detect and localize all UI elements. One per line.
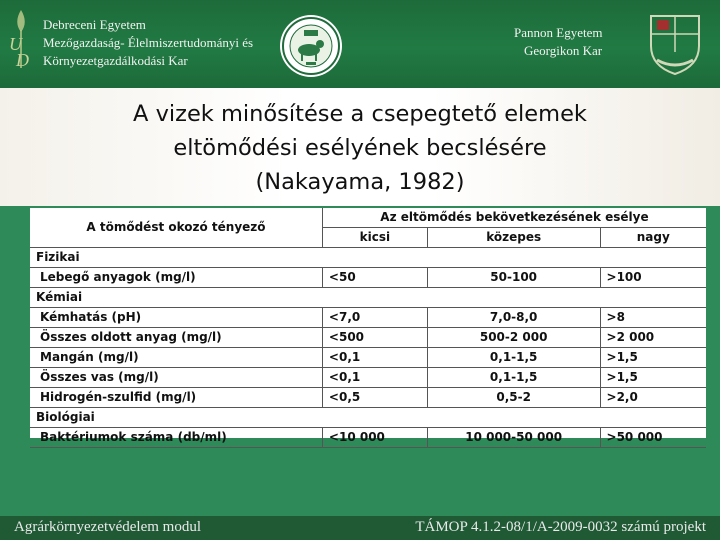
- footer-project-id: TÁMOP 4.1.2-08/1/A-2009-0032 számú projekt: [415, 519, 706, 535]
- left-university-name: [43, 16, 253, 70]
- level-header: közepes: [427, 228, 600, 248]
- low-cell: <500: [322, 328, 427, 348]
- section-heading: Biológiai: [30, 408, 706, 428]
- high-cell: >1,5: [600, 368, 706, 388]
- medium-cell: 7,0-8,0: [427, 308, 600, 328]
- factor-cell: Mangán (mg/l): [30, 348, 322, 368]
- low-cell: <0,1: [322, 348, 427, 368]
- georgikon-crest-icon: [645, 12, 705, 76]
- right-university-line: Pannon Egyetem: [514, 25, 603, 40]
- section-heading: Kémiai: [30, 288, 706, 308]
- factor-cell: Kémhatás (pH): [30, 308, 322, 328]
- header-banner: [0, 0, 720, 88]
- svg-text:D: D: [16, 50, 29, 70]
- medium-cell: 0,1-1,5: [427, 348, 600, 368]
- medium-cell: 50-100: [427, 268, 600, 288]
- factor-header: A tömődést okozó tényező: [30, 208, 322, 248]
- medium-cell: 0,5-2: [427, 388, 600, 408]
- left-university-line: Környezetgazdálkodási Kar: [43, 53, 188, 68]
- high-cell: >50 000: [600, 428, 706, 448]
- table-row: [30, 308, 706, 328]
- table-row: [30, 368, 706, 388]
- section-heading: Fizikai: [30, 248, 706, 268]
- factor-cell: Hidrogén-szulfid (mg/l): [30, 388, 322, 408]
- level-header: nagy: [600, 228, 706, 248]
- medium-cell: 500-2 000: [427, 328, 600, 348]
- table-row: [30, 268, 706, 288]
- table-row: [30, 428, 706, 448]
- probability-header: Az eltömődés bekövetkezésének esélye: [322, 208, 706, 228]
- high-cell: >2 000: [600, 328, 706, 348]
- right-university-name: [514, 24, 602, 60]
- low-cell: <50: [322, 268, 427, 288]
- left-university-line: Debreceni Egyetem: [43, 17, 146, 32]
- factor-cell: Összes oldott anyag (mg/l): [30, 328, 322, 348]
- table-row: [30, 348, 706, 368]
- high-cell: >8: [600, 308, 706, 328]
- clogging-risk-table: [30, 208, 706, 444]
- svg-text:U: U: [9, 34, 22, 54]
- low-cell: <10 000: [322, 428, 427, 448]
- factor-cell: Összes vas (mg/l): [30, 368, 322, 388]
- footer-module-name: Agrárkörnyezetvédelem modul: [14, 519, 202, 535]
- title-line: A vizek minősítése a csepegtető elemek: [133, 101, 587, 127]
- low-cell: <7,0: [322, 308, 427, 328]
- low-cell: <0,1: [322, 368, 427, 388]
- right-university-line: Georgikon Kar: [524, 43, 603, 58]
- factor-cell: Lebegő anyagok (mg/l): [30, 268, 322, 288]
- high-cell: >1,5: [600, 348, 706, 368]
- level-header: kicsi: [322, 228, 427, 248]
- page-title: [0, 97, 720, 199]
- high-cell: >2,0: [600, 388, 706, 408]
- low-cell: <0,5: [322, 388, 427, 408]
- footer-bar: [0, 516, 720, 540]
- medium-cell: 10 000-50 000: [427, 428, 600, 448]
- university-seal-icon: [279, 14, 343, 78]
- factor-cell: Baktériumok száma (db/ml): [30, 428, 322, 448]
- high-cell: >100: [600, 268, 706, 288]
- medium-cell: 0,1-1,5: [427, 368, 600, 388]
- title-line: (Nakayama, 1982): [255, 169, 465, 195]
- ud-logo-icon: [6, 8, 36, 70]
- left-university-line: Mezőgazdaság- Élelmiszertudományi és: [43, 35, 254, 50]
- table-row: [30, 388, 706, 408]
- title-line: eltömődési esélyének becslésére: [173, 135, 547, 161]
- table-row: [30, 328, 706, 348]
